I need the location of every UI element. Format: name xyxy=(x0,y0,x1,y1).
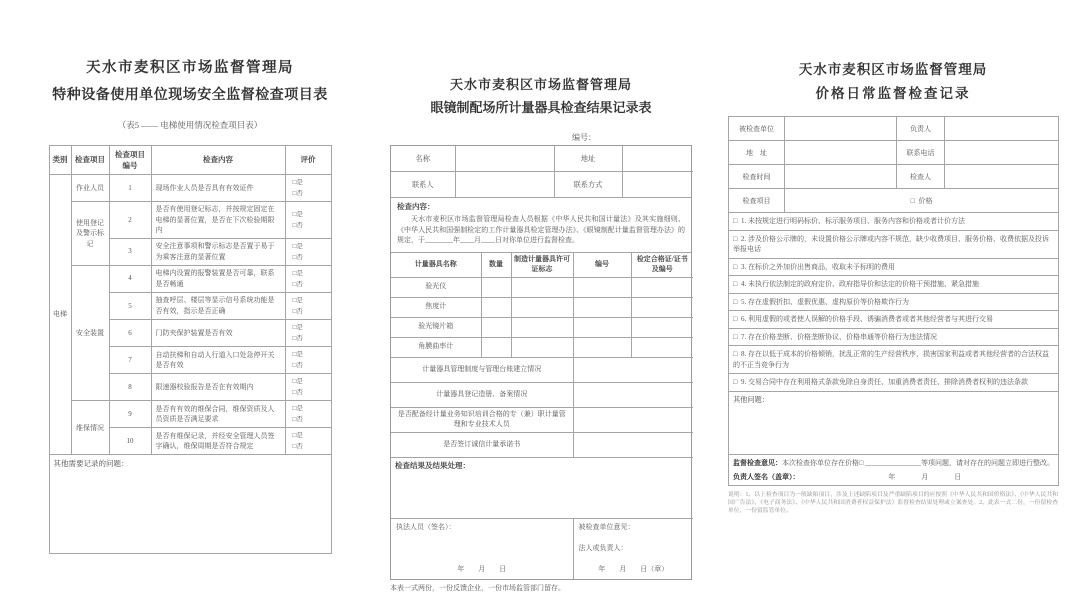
row-content: 限速器校验报告是否在有效期内 xyxy=(151,374,285,401)
empty-cell xyxy=(573,317,631,337)
row-no: 6 xyxy=(109,319,151,346)
phone-value-cell xyxy=(945,141,1059,165)
name-label: 名称 xyxy=(391,146,455,172)
table-row xyxy=(391,277,693,297)
inspection-content-label: 检查内容： xyxy=(397,202,435,211)
name-value-cell xyxy=(455,146,554,172)
table-row xyxy=(49,265,331,292)
evaluation-cell xyxy=(285,238,331,265)
row-no: 2 xyxy=(109,202,151,239)
row-content: 是否有使用登记标志，并按规定固定在电梯的显著位置，是否在下次检验期限内 xyxy=(151,202,285,239)
copies-note: 本表一式两份，一份反馈企业，一份市场监管部门留存。 xyxy=(390,583,565,592)
price-option-label: 价格 xyxy=(918,196,933,205)
evaluation-cell xyxy=(285,374,331,401)
principal-label: 负责人 xyxy=(897,117,945,141)
contact-way-label: 联系方式 xyxy=(554,172,622,198)
row-content: 电梯内设置的报警装置是否可靠，联系是否畅通 xyxy=(151,265,285,292)
opinion-cell xyxy=(729,454,1059,485)
elevator-check-table xyxy=(49,145,332,554)
principal-value-cell xyxy=(945,117,1059,141)
row-content: 现场作业人员是否具有有效证件 xyxy=(151,175,285,202)
empty-cell xyxy=(573,297,631,317)
instrument-name: 验光仪 xyxy=(391,277,481,297)
checklist-item xyxy=(729,346,1059,374)
no-checkbox: □否 xyxy=(292,416,303,424)
project-label: 检查项目 xyxy=(729,189,785,213)
item-checkbox-icon: □ xyxy=(733,315,738,323)
no-checkbox: □否 xyxy=(292,334,303,342)
empty-cell xyxy=(481,317,511,337)
sign-date: 年 月 日 xyxy=(888,472,966,481)
item-checkbox-icon: □ xyxy=(733,378,738,386)
item-checkbox-icon: □ xyxy=(733,280,738,288)
table-row xyxy=(49,175,331,202)
signature-row xyxy=(391,518,693,579)
item-text: 7. 存在价格垄断、价格垄断协议、价格串通等价格行为违法情况 xyxy=(740,332,937,341)
item-checkbox-icon: □ xyxy=(733,332,738,341)
empty-cell xyxy=(573,382,693,407)
table-row xyxy=(391,382,693,407)
table-row xyxy=(49,401,331,428)
no-checkbox: □否 xyxy=(292,280,303,288)
form-body xyxy=(390,145,692,580)
form-title: 天水市麦积区市场监督管理局 xyxy=(798,62,988,77)
instrument-name: 验光镜片箱 xyxy=(391,317,481,337)
checklist-item xyxy=(729,258,1059,276)
empty-cell xyxy=(573,277,631,297)
inspector-label: 检查人 xyxy=(897,165,945,189)
yes-checkbox: □是 xyxy=(292,350,303,358)
table-caption: （表5 —— 电梯使用情况检查项目表） xyxy=(117,120,263,130)
empty-cell xyxy=(631,337,693,357)
inspector-value-cell xyxy=(945,165,1059,189)
group-cell: 安全装置 xyxy=(71,265,109,400)
row-content: 抽查呼层、楼层等显示信号系统功能是否有效，指示是否正确 xyxy=(151,292,285,319)
row-no: 10 xyxy=(109,428,151,455)
table-row xyxy=(391,407,693,432)
checklist-item xyxy=(729,293,1059,311)
footnote: 说明：1、以上检查项目为一般缺陷项目，涉及上述缺陷项目及严重缺陷项目的应按照《中华人民共和国价格法》、《中华人民共和国广告法》、《电子商务法》、《中华人民共和国消费者权益保护法》监督检查结果处理或立案查处。2、此表一式二份，一份留检查单位，一份留监管单位。 xyxy=(728,491,1058,514)
checklist-item xyxy=(729,230,1059,258)
table-header-row xyxy=(391,253,693,278)
item-checkbox-icon: □ xyxy=(733,350,738,358)
empty-cell xyxy=(511,277,573,297)
col-header-quantity: 数量 xyxy=(481,253,511,278)
officer-signature-cell xyxy=(391,518,573,579)
table-row xyxy=(49,202,331,239)
extra-row-label: 计量器具登记造册、备案情况 xyxy=(391,382,573,407)
contact-label: 联系人 xyxy=(391,172,455,198)
checklist-item xyxy=(729,311,1059,329)
col-header-serial: 编号 xyxy=(573,253,631,278)
time-value-cell xyxy=(785,165,897,189)
row-no: 5 xyxy=(109,292,151,319)
opinion-text: 本次检查你单位存在价格□ ________________等项问题，请对存在的问题立即进行整改。 xyxy=(782,458,1054,467)
item-text: 8. 存在以低于成本的价格倾销，扰乱正常的生产经营秩序，损害国家利益或者其他经营者的合法权益的不正当竞争行为 xyxy=(733,350,1049,369)
elevator-inspection-form xyxy=(40,56,340,554)
row-content: 是否有维保记录，并经安全管理人员签字确认，维保周期是否符合规定 xyxy=(151,428,285,455)
col-header-item-no: 检查项目编号 xyxy=(109,146,151,175)
table-row xyxy=(391,337,693,357)
other-issues-row xyxy=(49,455,331,554)
evaluation-cell xyxy=(285,428,331,455)
yes-checkbox: □是 xyxy=(292,323,303,331)
evaluation-cell xyxy=(285,175,331,202)
instrument-name: 焦度计 xyxy=(391,297,481,317)
yes-checkbox: □是 xyxy=(292,405,303,413)
group-cell: 作业人员 xyxy=(71,175,109,202)
table-row xyxy=(391,357,693,382)
time-label: 检查时间 xyxy=(729,165,785,189)
col-header-content: 检查内容 xyxy=(151,146,285,175)
row-content: 是否有有效的维保合同，维保资质及人员资质是否满足要求 xyxy=(151,401,285,428)
extra-row-label: 计量器具管理制度与管理台账建立情况 xyxy=(391,357,573,382)
empty-cell xyxy=(481,277,511,297)
no-checkbox: □否 xyxy=(292,443,303,451)
item-text: 3. 在标价之外加价出售商品，收取未予标明的费用 xyxy=(740,262,895,271)
unit-opinion-cell xyxy=(573,518,693,579)
row-no: 4 xyxy=(109,265,151,292)
empty-cell xyxy=(631,297,693,317)
form-subtitle-line: 特种设备使用单位现场安全监督检查项目表 xyxy=(52,88,328,103)
other-issues-label: 其他问题： xyxy=(729,391,1059,454)
price-check-table xyxy=(728,116,1059,486)
empty-cell xyxy=(573,357,693,382)
row-no: 7 xyxy=(109,346,151,373)
contact-way-value-cell xyxy=(622,172,693,198)
evaluation-cell xyxy=(285,265,331,292)
no-checkbox: □否 xyxy=(292,221,303,229)
empty-cell xyxy=(511,297,573,317)
table-row xyxy=(729,189,1059,213)
yes-checkbox: □是 xyxy=(292,269,303,277)
phone-label: 联系电话 xyxy=(897,141,945,165)
empty-cell xyxy=(631,317,693,337)
table-row xyxy=(729,165,1059,189)
group-cell: 使用登记及警示标记 xyxy=(71,202,109,266)
item-text: 5. 存在虚假折扣、虚假优惠、虚构原价等价格欺诈行为 xyxy=(740,297,909,306)
empty-cell xyxy=(573,337,631,357)
row-content: 自动扶梯和自动人行道入口处急停开关是否有效 xyxy=(151,346,285,373)
yes-checkbox: □是 xyxy=(292,242,303,250)
instruments-table xyxy=(391,253,693,579)
checklist-item xyxy=(729,213,1059,231)
item-checkbox-icon: □ xyxy=(733,297,738,306)
col-header-license: 制造计量器具许可证标志 xyxy=(511,253,573,278)
row-no: 1 xyxy=(109,175,151,202)
yes-checkbox: □是 xyxy=(292,179,303,186)
form-subtitle-line: 价格日常监督检查记录 xyxy=(815,86,971,101)
table-row xyxy=(391,146,693,172)
unit-opinion-label: 被检查单位意见： xyxy=(578,522,635,531)
row-content: 安全注意事项和警示标志是否置于易于为乘客注意的显著位置 xyxy=(151,238,285,265)
col-header-category: 类别 xyxy=(49,146,71,175)
evaluation-cell xyxy=(285,401,331,428)
opinion-label: 监督检查意见： xyxy=(733,458,782,467)
no-checkbox: □否 xyxy=(292,389,303,397)
evaluation-cell xyxy=(285,319,331,346)
unit-sign-date: 年 月 日（章） xyxy=(598,564,669,573)
form-subtitle-line: 眼镜制配场所计量器具检查结果记录表 xyxy=(430,100,652,115)
price-supervision-form xyxy=(728,58,1058,515)
table-row xyxy=(729,117,1059,141)
empty-cell xyxy=(511,317,573,337)
table-row xyxy=(729,141,1059,165)
address-label: 地 址 xyxy=(729,141,785,165)
item-checkbox-icon: □ xyxy=(733,234,738,243)
item-checkbox-icon: □ xyxy=(733,262,738,271)
empty-cell xyxy=(481,337,511,357)
col-header-evaluation: 评价 xyxy=(285,146,331,175)
table-header-row xyxy=(49,146,331,175)
row-no: 8 xyxy=(109,374,151,401)
extra-row-label: 是否签订诚信计量承诺书 xyxy=(391,432,573,457)
officer-sign-date: 年 月 日 xyxy=(457,564,507,573)
opinion-row xyxy=(729,454,1059,485)
empty-cell xyxy=(631,277,693,297)
evaluation-cell xyxy=(285,346,331,373)
yes-checkbox: □是 xyxy=(292,432,303,440)
address-value-cell xyxy=(785,141,897,165)
other-issues-label: 其他需要记录的问题： xyxy=(49,455,331,554)
col-header-instrument: 计量器具名称 xyxy=(391,253,481,278)
unit-info-table xyxy=(391,146,693,197)
table-row xyxy=(391,297,693,317)
item-text: 9. 交易合同中存在利用格式条款免除自身责任、加重消费者责任、排除消费者权利的违法条款 xyxy=(740,378,1028,386)
no-checkbox: □否 xyxy=(292,190,303,198)
address-value-cell xyxy=(622,146,693,172)
legal-person-label: 法人或负责人： xyxy=(578,543,628,552)
form-title: 天水市麦积区市场监督管理局 xyxy=(86,60,294,76)
no-checkbox: □否 xyxy=(292,362,303,370)
result-label: 检查结果及结果处理： xyxy=(391,457,693,518)
checklist-item xyxy=(729,276,1059,294)
empty-cell xyxy=(511,337,573,357)
serial-number-label: 编号： xyxy=(572,133,596,142)
row-no: 3 xyxy=(109,238,151,265)
empty-cell xyxy=(481,297,511,317)
yes-checkbox: □是 xyxy=(292,210,303,218)
col-header-item: 检查项目 xyxy=(71,146,109,175)
contact-value-cell xyxy=(455,172,554,198)
row-no: 9 xyxy=(109,401,151,428)
inspection-content-block xyxy=(391,197,691,253)
empty-cell xyxy=(573,432,693,457)
no-checkbox: □否 xyxy=(292,253,303,261)
no-checkbox: □否 xyxy=(292,307,303,315)
evaluation-cell xyxy=(285,292,331,319)
instrument-name: 角膜曲率计 xyxy=(391,337,481,357)
item-text: 6. 利用虚假的或者使人误解的价格手段、诱骗消费者或者其他经营者与其进行交易 xyxy=(740,315,993,323)
empty-cell xyxy=(573,407,693,432)
col-header-certificate: 检定合格证/证书及编号 xyxy=(631,253,693,278)
extra-row-label: 是否配备经计量业务知识培训合格的专（兼）职计量管理和专业技术人员 xyxy=(391,407,573,432)
checklist-item xyxy=(729,328,1059,346)
item-text: 1. 未按规定进行明码标价、标示服务项目、服务内容和价格或者计价方法 xyxy=(740,217,965,225)
table-row xyxy=(391,317,693,337)
table-row xyxy=(391,172,693,198)
item-text: 4. 未执行依法制定的政府定价、政府指导价和法定的价格干预措施、紧急措施 xyxy=(740,280,979,288)
project-value-cell xyxy=(785,189,1059,213)
price-checkbox-icon: □ xyxy=(910,196,915,205)
other-issues-row xyxy=(729,391,1059,454)
group-cell: 维保情况 xyxy=(71,401,109,455)
checklist-item xyxy=(729,374,1059,392)
optical-metrology-form xyxy=(390,74,692,593)
sign-label: 负责人签名（盖章）： xyxy=(733,472,800,481)
address-label: 地址 xyxy=(554,146,622,172)
unit-value-cell xyxy=(785,117,897,141)
evaluation-cell xyxy=(285,202,331,239)
item-text: 2. 涉及价格公示牌的，未设置价格公示牌或内容不规范，缺少收费项目、服务价格、收费依据及投诉举报电话 xyxy=(733,234,1049,253)
inspection-content-text: 天水市麦积区市场监督管理局检查人员根据《中华人民共和国计量法》及其实施细则、《中华人民共和国强制检定的工作计量器具检定管理办法》、《眼镜制配计量监督管理办法》的规定，于________年____月____日对你单位进行监督检查。 xyxy=(397,215,685,244)
yes-checkbox: □是 xyxy=(292,296,303,304)
result-row xyxy=(391,457,693,518)
officer-sign-label: 执法人员（签名）： xyxy=(396,522,456,531)
row-content: 门防夹保护装置是否有效 xyxy=(151,319,285,346)
unit-label: 被检查单位 xyxy=(729,117,785,141)
table-row xyxy=(391,432,693,457)
item-checkbox-icon: □ xyxy=(733,217,738,225)
yes-checkbox: □是 xyxy=(292,378,303,386)
category-cell: 电梯 xyxy=(49,175,71,455)
form-title: 天水市麦积区市场监督管理局 xyxy=(449,77,632,92)
